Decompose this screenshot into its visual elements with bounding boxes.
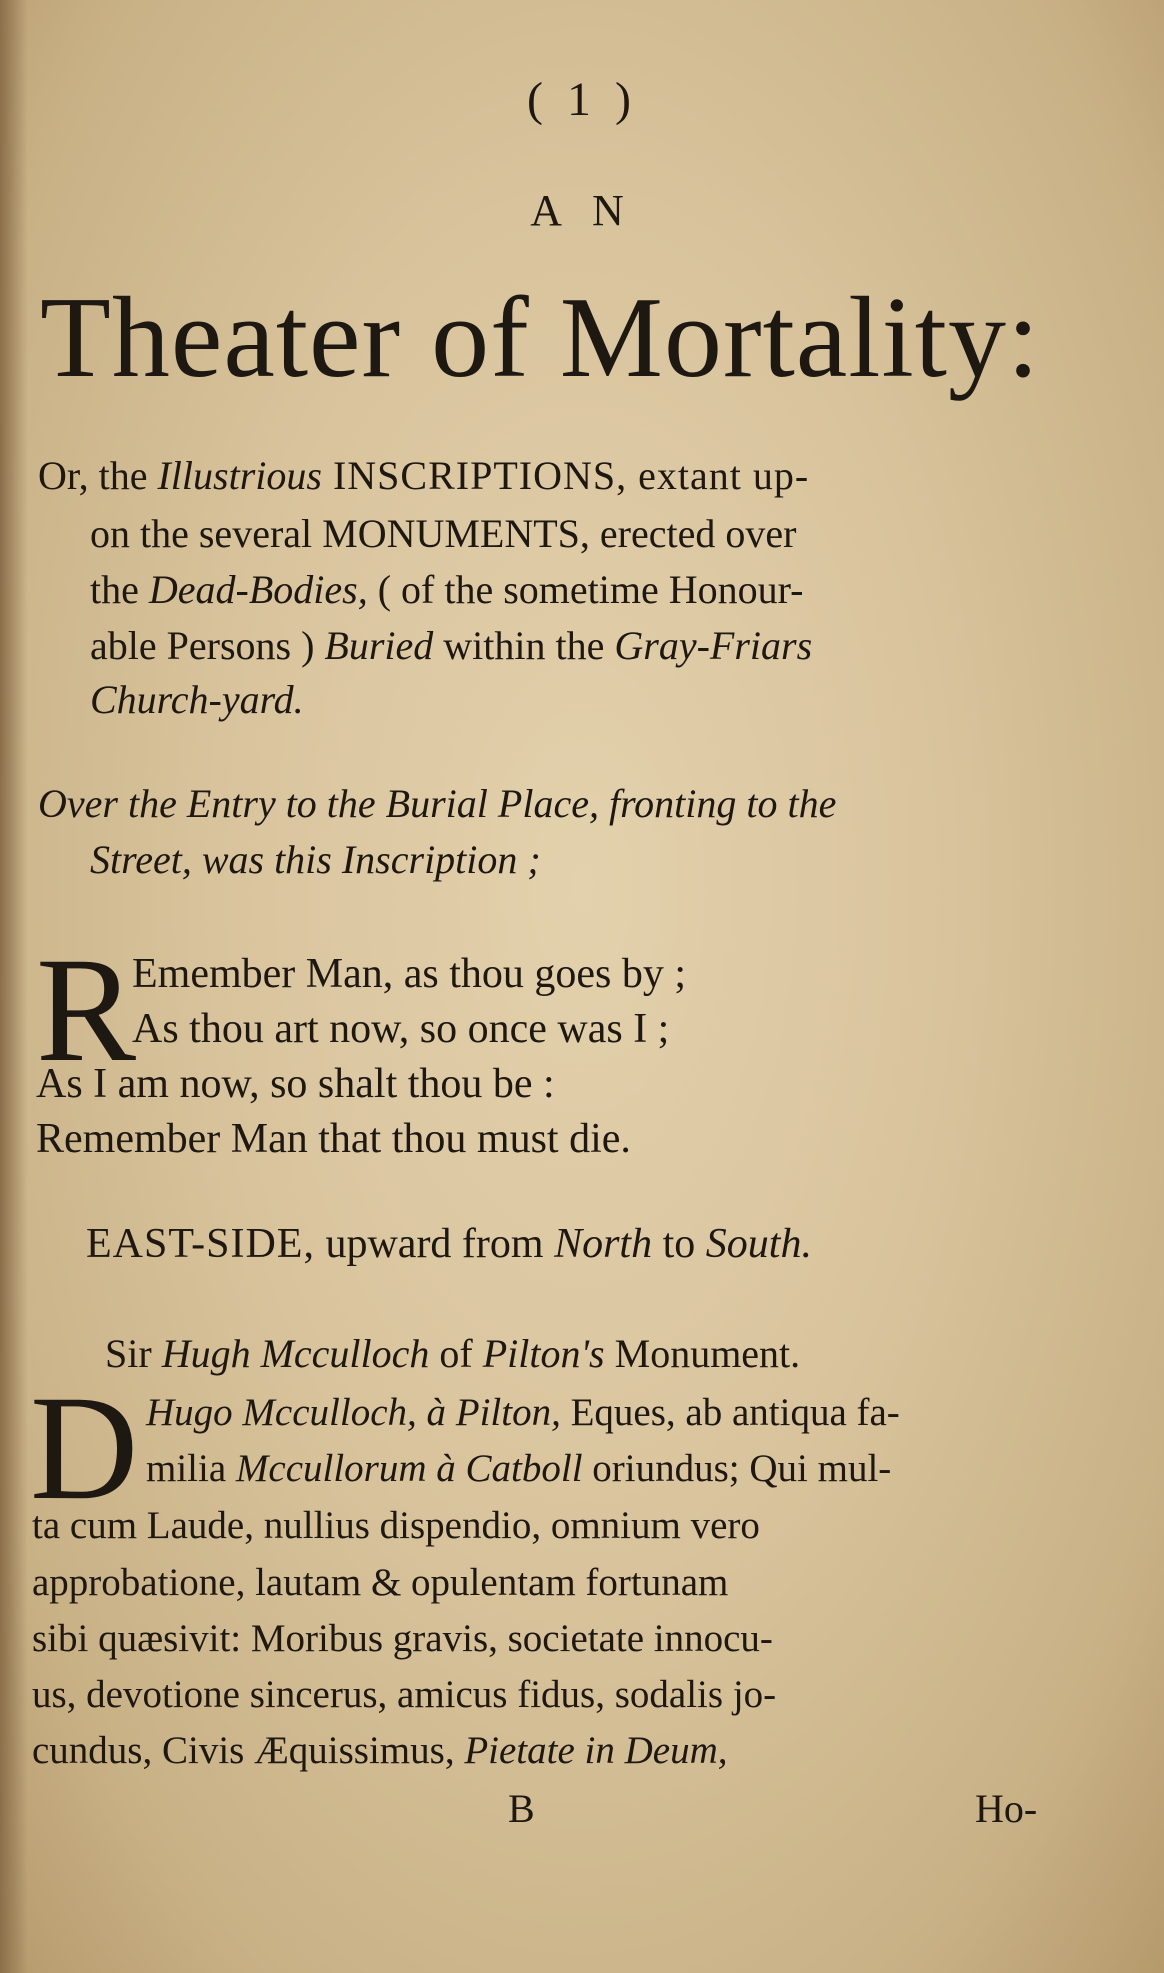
inscription-italic: Hugo Mcculloch, à Pilton,	[146, 1391, 561, 1434]
title-an: AN	[530, 186, 654, 235]
east-side-label: EAST-SIDE,	[86, 1221, 315, 1267]
monument-word: Monument.	[604, 1331, 801, 1376]
inscription-text: cundus, Civis Æquissimus,	[32, 1729, 465, 1772]
page-number: ( 1 )	[527, 73, 637, 126]
inscription-text: milia	[146, 1447, 236, 1490]
monument-of: of	[429, 1331, 483, 1376]
monument-place: Pilton's	[482, 1331, 605, 1376]
subtitle-text: ( of the sometime Honour-	[367, 567, 804, 612]
inscription-line-7	[32, 1728, 728, 1773]
subtitle-line-4	[90, 622, 812, 669]
subtitle-line-1	[38, 452, 809, 499]
inscription-drop-cap: D	[30, 1365, 139, 1531]
east-side-text: to	[652, 1221, 706, 1267]
inscription-text: oriundus; Qui mul-	[582, 1447, 892, 1490]
subtitle-text: INSCRIPTIONS, extant up-	[321, 453, 810, 498]
subtitle-text: Or, the	[38, 453, 158, 498]
page-title: Theater of Mortality:	[40, 274, 1041, 402]
east-side-north: North	[554, 1221, 653, 1267]
inscription-line-1	[146, 1390, 900, 1435]
subtitle-italic: Buried	[324, 623, 434, 668]
subtitle-italic: Gray-Friars	[614, 623, 813, 668]
verse-line-4: Remember Man that thou must die.	[36, 1116, 631, 1162]
entry-heading-line-2: Street, was this Inscription ;	[90, 837, 541, 882]
inscription-text: Eques, ab antiqua fa-	[560, 1391, 900, 1434]
east-side-south: South.	[705, 1221, 812, 1267]
subtitle-line-5	[90, 676, 304, 723]
catchword: Ho-	[975, 1786, 1038, 1831]
inscription-line-6: us, devotione sincerus, amicus fidus, sodalis jo-	[32, 1673, 777, 1716]
subtitle-text: the	[90, 567, 149, 612]
inscription-line-3: ta cum Laude, nullius dispendio, omnium vero	[32, 1504, 760, 1547]
east-side-text: upward from	[314, 1221, 555, 1267]
monument-sir: Sir	[105, 1331, 162, 1376]
inscription-italic: Mccullorum à Catboll	[235, 1447, 583, 1490]
verse-drop-cap: R	[36, 927, 137, 1093]
subtitle-italic: Dead-Bodies,	[148, 567, 368, 612]
monument-heading	[105, 1330, 800, 1377]
inscription-line-4: approbatione, lautam & opulentam fortunam	[32, 1561, 729, 1604]
subtitle-line-3	[90, 566, 803, 613]
verse-line-1: Emember Man, as thou goes by ;	[132, 951, 687, 997]
subtitle-line-2	[90, 510, 796, 557]
section-heading-east-side	[86, 1220, 812, 1268]
inscription-line-2	[146, 1446, 891, 1491]
subtitle-italic: Illustrious	[157, 453, 322, 498]
entry-heading-line-1: Over the Entry to the Burial Place, fronting to the	[38, 781, 837, 826]
subtitle-italic: Church-yard.	[90, 677, 304, 722]
verse-line-2: As thou art now, so once was I ;	[132, 1006, 670, 1052]
verse-line-3: As I am now, so shalt thou be :	[36, 1061, 555, 1107]
inscription-italic: Pietate in Deum,	[464, 1729, 728, 1772]
subtitle-text: on the several MONUMENTS, erected over	[90, 511, 797, 556]
monument-person: Hugh Mcculloch	[161, 1331, 430, 1376]
signature-mark: B	[508, 1786, 535, 1831]
inscription-line-5: sibi quæsivit: Moribus gravis, societate innocu-	[32, 1617, 773, 1660]
subtitle-text: within the	[433, 623, 615, 668]
subtitle-text: able Persons )	[90, 623, 325, 668]
